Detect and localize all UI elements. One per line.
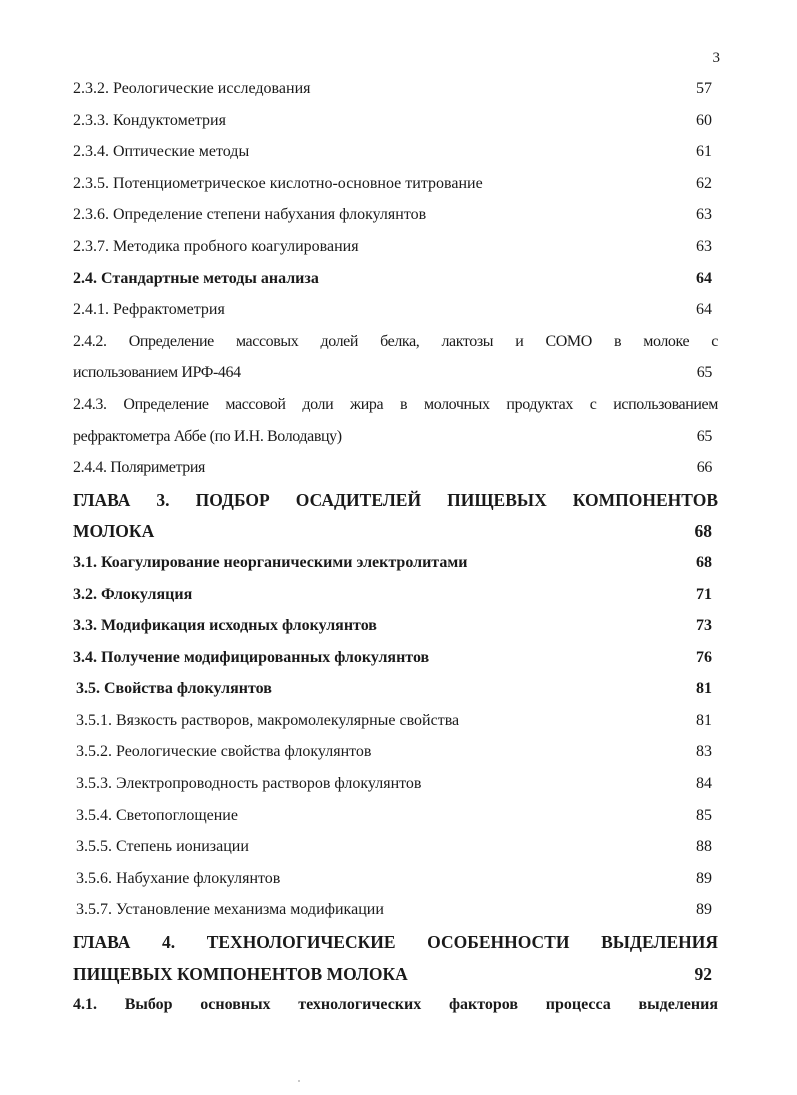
toc-entry-title: 2.3.4. Оптические методы (73, 143, 250, 161)
toc-chapter-4-continued (73, 961, 718, 993)
toc-entry-title: 3.5.6. Набухание флокулянтов (76, 869, 281, 887)
toc-entry-title: 3.3. Модификация исходных флокулянтов (73, 617, 377, 635)
toc-entry-title: 3.5.5. Степень ионизации (76, 838, 249, 856)
toc-entry-page: 81 (696, 711, 712, 729)
toc-entry-page: 68 (694, 521, 712, 542)
toc-entry-title: 3.2. Флокуляция (73, 585, 193, 603)
toc-entry-3-5-3 (73, 771, 718, 803)
toc-entry-page: 68 (696, 553, 712, 571)
toc-entry-2-4-1 (73, 297, 718, 329)
toc-entry-title: МОЛОКА (73, 521, 155, 542)
toc-entry-page: 84 (696, 775, 712, 793)
toc-entry-2-3-4 (73, 139, 718, 171)
toc-entry-title: 2.3.3. Кондуктометрия (73, 111, 226, 129)
toc-entry-page: 88 (696, 838, 712, 856)
toc-section-3-3 (73, 613, 718, 645)
toc-entry-page: 71 (696, 585, 712, 603)
toc-entry-page: 83 (696, 743, 712, 761)
toc-entry-page: 65 (696, 427, 712, 445)
toc-entry-title: 3.5.2. Реологические свойства флокулянтов (76, 743, 372, 761)
toc-entry-2-4-2-continued (73, 360, 718, 392)
toc-entry-title: ГЛАВА 3. ПОДБОР ОСАДИТЕЛЕЙ ПИЩЕВЫХ КОМПОНЕНТОВ (73, 489, 718, 510)
toc-section-3-2 (73, 582, 718, 614)
toc-entry-page: 89 (696, 869, 712, 887)
page-number: 3 (712, 50, 720, 66)
toc-section-3-5 (73, 676, 718, 708)
toc-entry-page: 57 (696, 80, 712, 97)
toc-chapter-3 (73, 487, 718, 519)
toc-chapter-3-continued (73, 518, 718, 550)
toc-entry-title: ПИЩЕВЫХ КОМПОНЕНТОВ МОЛОКА (73, 963, 408, 984)
toc-entry-3-5-5 (73, 834, 718, 866)
toc-entry-title: 3.5.4. Светопоглощение (76, 806, 238, 824)
toc-entry-2-3-7 (73, 234, 718, 266)
table-of-contents (73, 76, 718, 1024)
toc-entry-title: 2.4.4. Поляриметрия (73, 459, 205, 477)
toc-entry-page: 66 (696, 459, 712, 477)
toc-entry-2-4-4 (73, 455, 718, 487)
toc-entry-page: 81 (696, 680, 712, 698)
toc-entry-2-4-3 (73, 392, 718, 424)
toc-entry-title: 2.3.5. Потенциометрическое кислотно-основное титрование (73, 174, 483, 192)
toc-entry-title: рефрактометра Аббе (по И.Н. Володавцу) (73, 427, 342, 445)
toc-entry-title: 3.1. Коагулирование неорганическими электролитами (73, 553, 468, 571)
toc-entry-page: 92 (694, 963, 712, 984)
toc-entry-page: 63 (696, 206, 712, 224)
toc-entry-3-5-7 (73, 897, 718, 929)
scan-speck (298, 1080, 300, 1082)
toc-entry-title: 2.4.1. Рефрактометрия (73, 301, 225, 319)
toc-entry-page: 61 (696, 143, 712, 161)
toc-entry-page: 63 (696, 237, 712, 255)
toc-entry-title: 2.4.3. Определение массовой доли жира в молочных продуктах с использованием (73, 395, 718, 413)
toc-section-3-4 (73, 645, 718, 677)
toc-entry-page: 76 (696, 648, 712, 666)
toc-entry-title: 3.4. Получение модифицированных флокулянтов (73, 648, 430, 666)
toc-entry-page: 65 (696, 364, 712, 382)
toc-entry-title: 2.4.2. Определение массовых долей белка, лактозы и СОМО в молоке с (73, 332, 718, 350)
toc-entry-2-4-2 (73, 329, 718, 361)
toc-entry-2-3-6 (73, 202, 718, 234)
toc-entry-page: 60 (696, 111, 712, 129)
toc-entry-page: 62 (696, 174, 712, 192)
toc-entry-title: 3.5.7. Установление механизма модификации (76, 901, 384, 919)
toc-entry-3-5-2 (73, 739, 718, 771)
toc-chapter-4 (73, 929, 718, 961)
toc-entry-title: 2.4. Стандартные методы анализа (73, 269, 319, 287)
toc-entry-title: 3.5.3. Электропроводность растворов флокулянтов (76, 775, 422, 793)
toc-entry-page: 73 (696, 617, 712, 635)
toc-entry-title: 3.5. Свойства флокулянтов (76, 680, 272, 698)
toc-entry-page: 64 (696, 269, 712, 287)
toc-entry-2-3-5 (73, 171, 718, 203)
toc-entry-2-3-2 (73, 76, 718, 108)
toc-entry-title: 4.1. Выбор основных технологических факторов процесса выделения (73, 996, 718, 1014)
toc-entry-3-5-1 (73, 708, 718, 740)
toc-section-3-1 (73, 550, 718, 582)
toc-section-2-4 (73, 266, 718, 298)
toc-entry-title: 3.5.1. Вязкость растворов, макромолекулярные свойства (76, 711, 460, 729)
toc-entry-page: 64 (696, 301, 712, 319)
toc-entry-2-4-3-continued (73, 424, 718, 456)
toc-entry-3-5-6 (73, 866, 718, 898)
toc-entry-page: 89 (696, 901, 712, 919)
toc-entry-title: 2.3.6. Определение степени набухания флокулянтов (73, 206, 427, 224)
toc-entry-title: 2.3.7. Методика пробного коагулирования (73, 237, 359, 255)
toc-entry-title: ГЛАВА 4. ТЕХНОЛОГИЧЕСКИЕ ОСОБЕННОСТИ ВЫДЕЛЕНИЯ (73, 932, 718, 953)
toc-entry-page: 85 (696, 806, 712, 824)
toc-entry-3-5-4 (73, 803, 718, 835)
toc-entry-title: 2.3.2. Реологические исследования (73, 80, 311, 97)
toc-section-4-1 (73, 992, 718, 1024)
toc-entry-2-3-3 (73, 108, 718, 140)
toc-entry-title: использованием ИРФ-464 (73, 364, 241, 382)
